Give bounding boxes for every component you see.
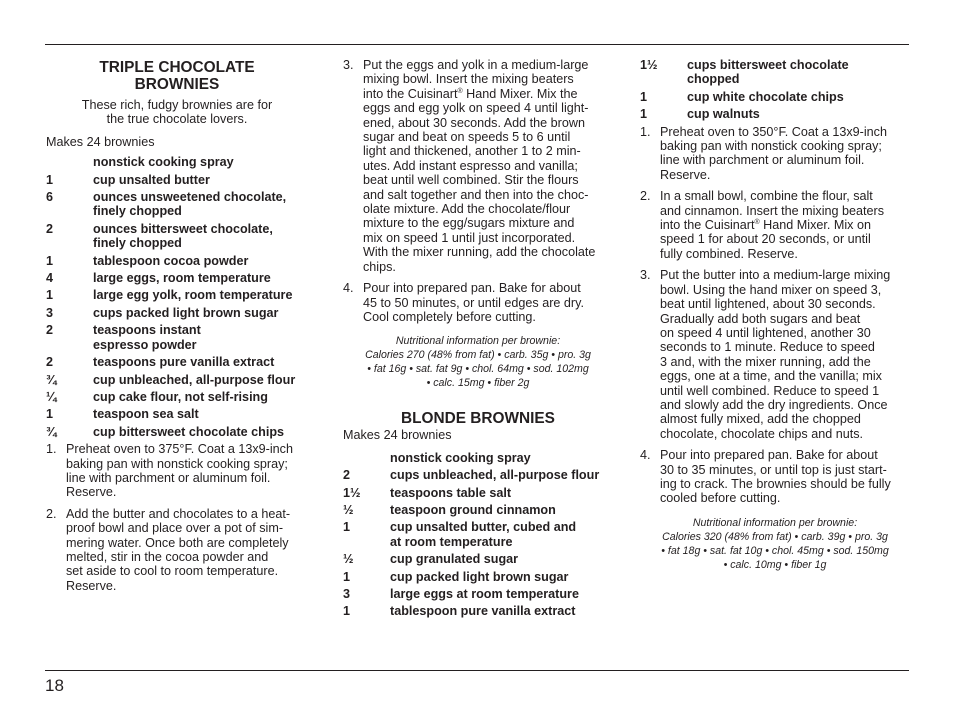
ingredient-row: 3 cups packed light brown sugar [46, 305, 279, 320]
ingredient-row: 1½ teaspoons table salt [343, 485, 512, 500]
ingredient-row: ¾ cup bittersweet chocolate chips [46, 424, 285, 439]
column-3 [640, 58, 910, 572]
ingredient-row: 6 ounces unsweetened chocolate, finely chopped [46, 190, 287, 219]
ingredient-row: 2 ounces bittersweet chocolate, finely chopped [46, 221, 273, 251]
ingredient-row: 1 cup walnuts [640, 107, 760, 122]
ingredient-row: nonstick cooking spray [390, 450, 531, 465]
step-list [46, 442, 308, 593]
step-item: 2. In a small bowl, combine the flour, salt and cinnamon. Insert the mixing beaters into the Cuisinart® Hand Mixer. Mix on speed 1 for about 20 seconds, or until fully combined. Reserve. [640, 189, 885, 261]
ingredient-row: ½ teaspoon ground cinnamon [343, 502, 556, 517]
bottom-rule [45, 670, 909, 671]
step-item: 4. Pour into prepared pan. Bake for about 30 to 35 minutes, or until top is just start- ing to crack. The brownies should be fully cooled before cutting. [640, 448, 891, 506]
top-rule [45, 44, 909, 45]
column-1 [46, 58, 308, 600]
ingredient-row: 1 cup white chocolate chips [640, 89, 844, 104]
step-item: 3. Put the eggs and yolk in a medium-large mixing bowl. Insert the mixing beaters into the Cuisinart® Hand Mixer. Mix the eggs and egg yolk on speed 4 until light- ened, about 30 seconds. Add the brown sugar and beat on speeds 5 to 6 until light and thickened, another 1 to 2 min- utes. Add instant espresso and vanilla; beat until well combined. Stir the flours and salt together and then into the choc- olate mixture. Add the chocolate/flour mixture to the egg/sugars mixture and mix on speed 1 until just incorporated. With the mixer running, add the chocolate chips. [343, 58, 596, 274]
step-item: 1. Preheat oven to 350°F. Coat a 13x9-inch baking pan with nonstick cooking spray; line with parchment or aluminum foil. Reserve. [640, 124, 887, 182]
step-item: 3. Put the butter into a medium-large mixing bowl. Using the hand mixer on speed 3, beat until lightened, about 30 seconds. Gradually add both sugars and beat on speed 4 until lightened, another 30 seconds to 1 minute. Reduce to speed 3 and, with the mixer running, add the eggs, one at a time, and the vanilla; mix until well combined. Reduce to speed 1 and slowly add the dry ingredients. Once almost fully mixed, add the chopped chocolate, chocolate chips and nuts. [640, 268, 891, 441]
step-item: 1. Preheat oven to 375°F. Coat a 13x9-inch baking pan with nonstick cooking spray; line with parchment or aluminum foil. Reserve. [46, 442, 293, 500]
recipe-title-triple-chocolate: TRIPLE CHOCOLATE BROWNIES [99, 59, 255, 93]
ingredient-row: 1 tablespoon cocoa powder [46, 253, 249, 268]
step-item: 2. Add the butter and chocolates to a heat- proof bowl and place over a pot of sim- mering water. Once both are completely melted, stir in the cocoa powder and set aside to cool to room temperature. Reserve. [46, 506, 291, 593]
ingredient-list [46, 155, 308, 439]
ingredient-row: 1 cup unsalted butter [46, 172, 210, 187]
nutrition-info: Nutritional information per brownie: Calories 320 (48% from fat) • carb. 39g • pro. 3g • fat 18g • sat. fat 10g • chol. 45mg • sod. 150mg • calc. 10mg • fiber 1g [661, 516, 889, 571]
ingredient-row: ¾ cup unbleached, all-purpose flour [46, 372, 296, 387]
ingredient-row: 4 large eggs, room temperature [46, 271, 271, 286]
recipe-intro: These rich, fudgy brownies are for the true chocolate lovers. [81, 98, 273, 127]
step-list [640, 125, 910, 506]
page-number: 18 [45, 676, 64, 695]
ingredient-list [343, 451, 613, 619]
ingredient-row: 2 cups unbleached, all-purpose flour [343, 468, 600, 483]
ingredient-row: ¼ cup cake flour, not self-rising [46, 389, 268, 404]
ingredient-row: 2 teaspoons instant espresso powder [46, 323, 201, 352]
ingredient-row: 1 tablespoon pure vanilla extract [343, 604, 576, 619]
ingredient-row: 1 teaspoon sea salt [46, 407, 199, 422]
nutrition-info: Nutritional information per brownie: Calories 270 (48% from fat) • carb. 35g • pro. 3g • fat 16g • sat. fat 9g • chol. 64mg • sod. 102mg • calc. 15mg • fiber 2g [365, 335, 591, 390]
column-2 [343, 58, 613, 622]
recipe-yield: Makes 24 brownies [343, 428, 452, 443]
ingredient-row: nonstick cooking spray [93, 155, 234, 170]
ingredient-row: 1 cup packed light brown sugar [343, 569, 569, 584]
step-list-continued [343, 58, 613, 324]
ingredient-row: 3 large eggs at room temperature [343, 586, 579, 601]
ingredient-row: ½ cup granulated sugar [343, 552, 519, 567]
recipe-yield: Makes 24 brownies [46, 134, 155, 149]
step-item: 4. Pour into prepared pan. Bake for about 45 to 50 minutes, or until edges are dry. Cool completely before cutting. [343, 281, 584, 324]
ingredient-row: 1 cup unsalted butter, cubed and at room temperature [343, 520, 577, 549]
recipe-title-blonde-brownies: BLONDE BROWNIES [401, 410, 555, 428]
ingredient-row: 1 large egg yolk, room temperature [46, 288, 293, 303]
ingredient-row: 1½ cups bittersweet chocolate chopped [640, 58, 849, 87]
ingredient-list-continued [640, 58, 910, 122]
ingredient-row: 2 teaspoons pure vanilla extract [46, 355, 275, 370]
